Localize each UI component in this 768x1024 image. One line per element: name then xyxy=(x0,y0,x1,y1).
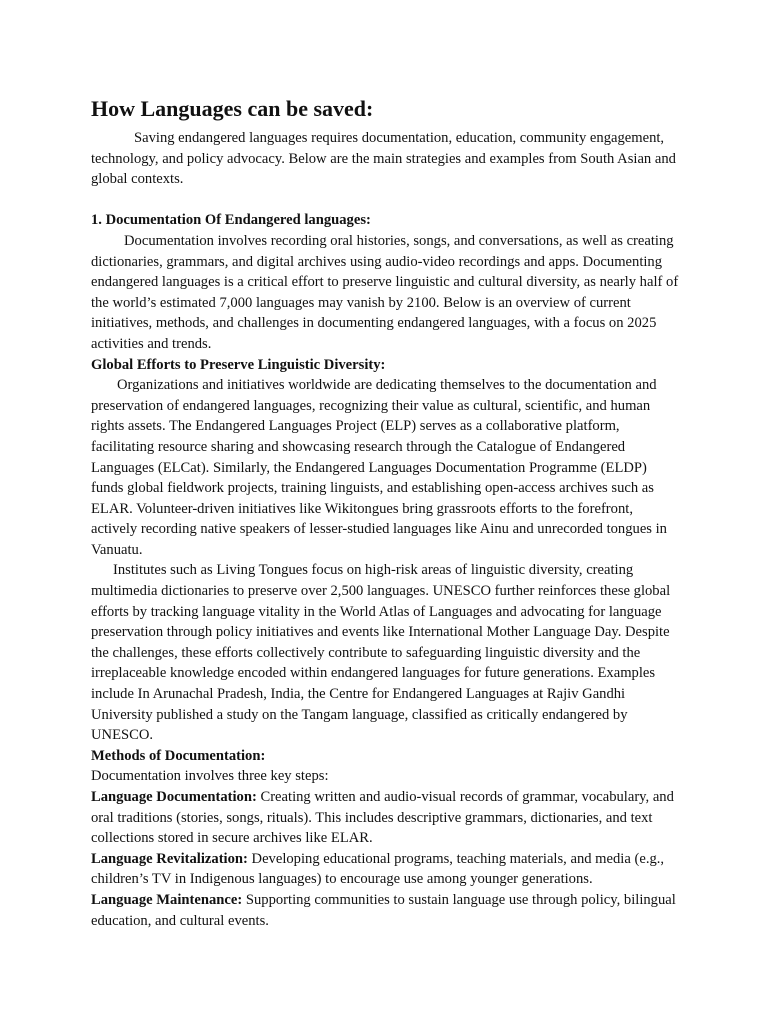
method-item-maintenance xyxy=(91,890,681,931)
intro-paragraph: Saving endangered languages requires documentation, education, community engagement, technology, and policy advocacy. Below are the main strategies and examples from South Asian and global contexts. xyxy=(91,130,676,188)
method-text: Developing educational programs, teaching materials, and media (e.g., children’s TV in Indigenous languages) to encourage use among younger generations. xyxy=(91,850,665,888)
documentation-paragraph: Documentation involves recording oral histories, songs, and conversations, as well as creating dictionaries, grammars, and digital archives using audio-video recordings and apps. Documenting endangered languages is a critical effort to preserve linguistic and cultural diversity, as nearly half of the world’s estimated 7,000 languages may vanish by 2100. Below is an overview of current initiatives, methods, and challenges in documenting endangered languages, with a focus on 2025 activities and trends. xyxy=(91,232,679,352)
global-efforts-paragraph-1: Organizations and initiatives worldwide are dedicating themselves to the documentation and preservation of endangered languages, recognizing their value as cultural, scientific, and human rights assets. The Endangered Languages Project (ELP) serves as a collaborative platform, facilitating resource sharing and showcasing research through the Catalogue of Endangered Languages (ELCat). Similarly, the Endangered Languages Documentation Programme (ELDP) funds global fieldwork projects, training linguists, and establishing open-access archives such as ELAR. Volunteer-driven initiatives like Wikitongues bring grassroots efforts to the forefront, actively recording native speakers of lesser-studied languages like Ainu and unrecorded tongues in Vanuatu. xyxy=(91,377,667,558)
method-term: Language Revitalization: xyxy=(91,850,248,867)
method-text: Creating written and audio-visual records of grammar, vocabulary, and oral traditions (stories, songs, rituals). This includes descriptive grammars, dictionaries, and text collections stored in secure archives like ELAR. xyxy=(91,789,674,847)
document-page xyxy=(91,94,681,931)
page-title: How Languages can be saved: xyxy=(91,96,374,121)
method-term: Language Maintenance: xyxy=(91,891,243,908)
spacer xyxy=(91,190,681,211)
methods-intro: Documentation involves three key steps: xyxy=(91,768,329,785)
method-text: Supporting communities to sustain language use through policy, bilingual education, and cultural events. xyxy=(91,891,676,929)
section-heading-global-efforts: Global Efforts to Preserve Linguistic Diversity: xyxy=(91,356,386,373)
section-heading-documentation: 1. Documentation Of Endangered languages: xyxy=(91,212,371,229)
method-term: Language Documentation: xyxy=(91,789,257,805)
global-efforts-paragraph-2: Institutes such as Living Tongues focus on high-risk areas of linguistic diversity, creating multimedia dictionaries to preserve over 2,500 languages. UNESCO further reinforces these global efforts by tracking language vitality in the World Atlas of Languages and advocating for language preservation through policy initiatives and events like International Mother Language Day. Despite the challenges, these efforts collectively contribute to safeguarding linguistic diversity and the irreplaceable knowledge encoded within endangered languages for future generations. Examples include In Arunachal Pradesh, India, the Centre for Endangered Languages at Rajiv Gandhi University published a study on the Tangam language, classified as critically endangered by UNESCO. xyxy=(91,562,671,744)
method-item-revitalization xyxy=(91,849,681,890)
section-heading-methods: Methods of Documentation: xyxy=(91,747,266,764)
method-item-documentation xyxy=(91,787,681,849)
